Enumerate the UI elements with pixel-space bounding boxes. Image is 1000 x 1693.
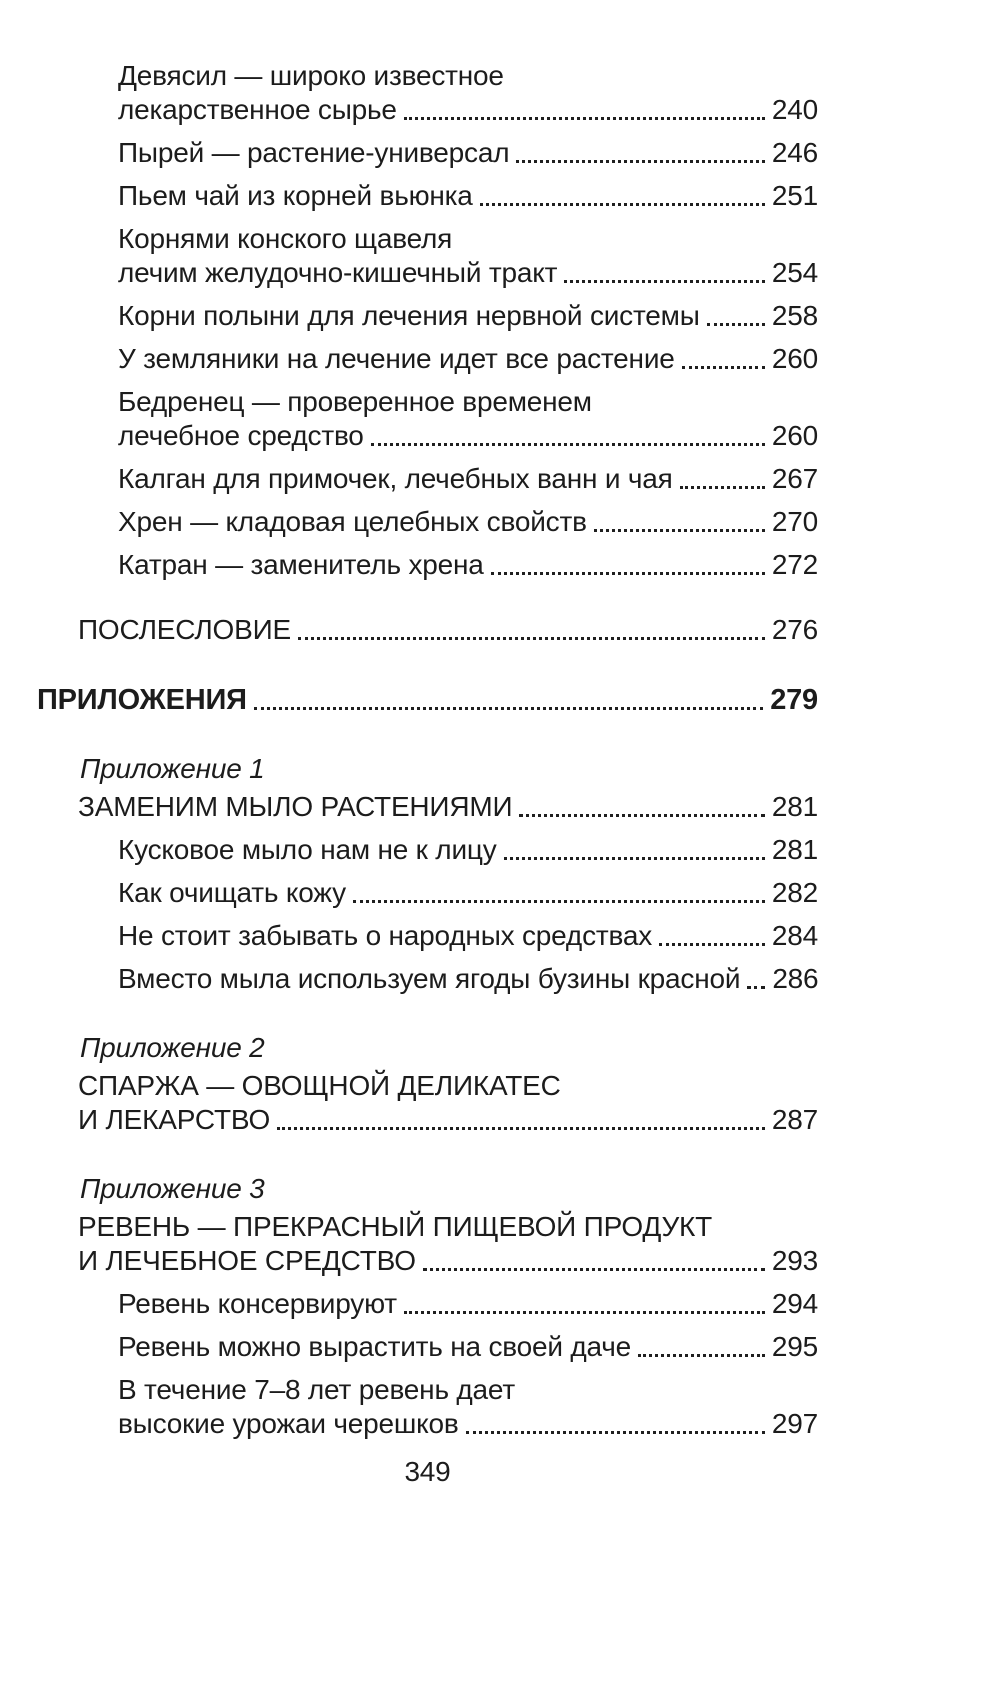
toc-entry-page-number: 293 [771,1245,818,1276]
toc-entry-page-number: 254 [771,257,818,288]
toc-entry-title: Калган для примочек, лечебных ванн и чая [118,463,673,494]
toc-entry [37,548,818,582]
dot-leader [371,443,765,446]
toc-entry-line [118,59,818,93]
toc-entry-title: Бедренец — проверенное временем [118,386,592,417]
dot-leader [480,203,765,206]
toc-entry [37,790,818,824]
toc-entry-title: ЗАМЕНИМ МЫЛО РАСТЕНИЯМИ [78,791,513,822]
toc-entry-line [118,876,818,910]
toc-entry [37,919,818,953]
toc-entry-line [118,419,818,453]
toc-entry [37,683,818,717]
toc-entry-line [118,833,818,867]
toc-entry [37,342,818,376]
toc-entry-line [118,1287,818,1321]
toc-entry [37,833,818,867]
toc-entry-page-number: 276 [771,614,818,645]
toc-entry-line [37,683,818,717]
toc-entry-title: Девясил — широко известное [118,60,504,91]
toc-entry-page-number: 284 [771,920,818,951]
toc-entry-page-number: 282 [771,877,818,908]
toc-entry-line [118,462,818,496]
dot-leader [423,1268,765,1271]
toc-entry-line [118,962,818,996]
toc-entry-line [78,1244,818,1278]
dot-leader [491,572,765,575]
toc-entry-title: Кусковое мыло нам не к лицу [118,834,497,865]
dot-leader [519,814,764,817]
toc-entry [37,385,818,453]
toc-entry-line [78,790,818,824]
toc-entry-line [118,505,818,539]
dot-leader [298,637,765,640]
toc-entry-title: Пьем чай из корней вьюнка [118,180,473,211]
toc-entry-title: Приложение 1 [80,753,265,784]
dot-leader [404,117,765,120]
toc-entry-title: ПОСЛЕСЛОВИЕ [78,614,291,645]
toc-entry-title: Пырей — растение-универсал [118,137,510,168]
toc-entry [37,222,818,290]
toc-entry-title: Хрен — кладовая целебных свойств [118,506,587,537]
toc-entry [37,1210,818,1278]
toc-entry-title: У земляники на лечение идет все растение [118,343,675,374]
toc-entry [37,876,818,910]
toc-entry-line [118,548,818,582]
toc-entry [37,1287,818,1321]
toc-entry-page-number: 270 [771,506,818,537]
toc-entry-page-number: 281 [771,791,818,822]
toc-entry-title: ПРИЛОЖЕНИЯ [37,684,247,716]
dot-leader [594,529,765,532]
toc-entry-page-number: 286 [772,963,819,994]
toc-entry-line [118,385,818,419]
toc-entry-line [118,299,818,333]
toc-entry-title: Приложение 3 [80,1173,265,1204]
toc-entry-title: В течение 7–8 лет ревень дает [118,1374,515,1405]
toc-entry-line [118,136,818,170]
toc-entry-page-number: 279 [770,684,818,716]
toc-entry-line [80,1172,818,1206]
dot-leader [277,1127,765,1130]
toc-entry-page-number: 287 [771,1104,818,1135]
toc-entry-title: Приложение 2 [80,1032,265,1063]
toc-entry-title: Корни полыни для лечения нервной системы [118,300,700,331]
page-number: 349 [404,1456,451,1487]
toc-entry-page-number: 260 [771,343,818,374]
toc-entry-line [118,256,818,290]
toc-entry-title: Как очищать кожу [118,877,346,908]
toc-entry-page-number: 295 [771,1331,818,1362]
toc-entry-title: лекарственное сырье [118,94,397,125]
dot-leader [516,160,765,163]
dot-leader [747,986,765,989]
toc-entry [37,462,818,496]
toc-entry-page-number: 251 [771,180,818,211]
toc-entry-line [80,752,818,786]
toc-entry-line [78,1069,818,1103]
toc-entry-page-number: 267 [771,463,818,494]
toc-entry-title: лечим желудочно-кишечный тракт [118,257,558,288]
toc-entry-title: Ревень консервируют [118,1288,397,1319]
toc-entry-title: Катран — заменитель хрена [118,549,484,580]
toc-entry-line [78,1210,818,1244]
toc-entry [37,613,818,647]
toc-entry-line [118,919,818,953]
toc-entry-line [118,1407,818,1441]
toc-entry [37,299,818,333]
toc-entry-page-number: 260 [771,420,818,451]
dot-leader [504,857,765,860]
toc-entry-page-number: 297 [771,1408,818,1439]
toc-entry-title: высокие урожаи черешков [118,1408,459,1439]
toc-entry-title: Корнями конского щавеля [118,223,453,254]
dot-leader [353,900,765,903]
toc-entry [37,179,818,213]
toc-entry-title: И ЛЕЧЕБНОЕ СРЕДСТВО [78,1245,416,1276]
toc-entry-page-number: 281 [771,834,818,865]
dot-leader [707,323,765,326]
dot-leader [659,943,765,946]
toc-entry [37,136,818,170]
toc-entry-line [118,179,818,213]
dot-leader [564,280,765,283]
toc-entry-line [118,342,818,376]
toc-entry-title: РЕВЕНЬ — ПРЕКРАСНЫЙ ПИЩЕВОЙ ПРОДУКТ [78,1211,713,1242]
toc-entry-line [118,1373,818,1407]
toc-entry-page-number: 240 [771,94,818,125]
toc-entry-line [118,1330,818,1364]
toc-entry [37,962,818,996]
toc-entry [37,1373,818,1441]
toc-entry-line [78,1103,818,1137]
toc-entry [37,1330,818,1364]
dot-leader [680,486,765,489]
toc-entry [37,1172,818,1206]
toc-entry-page-number: 272 [771,549,818,580]
toc-entry-line [80,1031,818,1065]
toc-entry-line [78,613,818,647]
dot-leader [638,1354,765,1357]
toc-entry [37,505,818,539]
dot-leader [404,1311,765,1314]
toc-entry [37,1031,818,1065]
toc-entry-title: И ЛЕКАРСТВО [78,1104,271,1135]
toc-entry-page-number: 258 [771,300,818,331]
toc-entry [37,752,818,786]
dot-leader [682,366,765,369]
toc-entry-page-number: 246 [771,137,818,168]
toc-entry-title: Не стоит забывать о народных средствах [118,920,653,951]
toc-entry [37,59,818,127]
toc-entry-title: лечебное средство [118,420,364,451]
toc-entry-title: Ревень можно вырастить на своей даче [118,1331,632,1362]
toc-entry-page-number: 294 [771,1288,818,1319]
dot-leader [254,707,763,710]
dot-leader [466,1431,765,1434]
toc-entry [37,1069,818,1137]
toc-list [37,59,818,1441]
toc-entry-title: Вместо мыла используем ягоды бузины красной [118,963,741,994]
toc-entry-line [118,222,818,256]
toc-entry-line [118,93,818,127]
toc-entry-title: СПАРЖА — ОВОЩНОЙ ДЕЛИКАТЕС [78,1070,561,1101]
